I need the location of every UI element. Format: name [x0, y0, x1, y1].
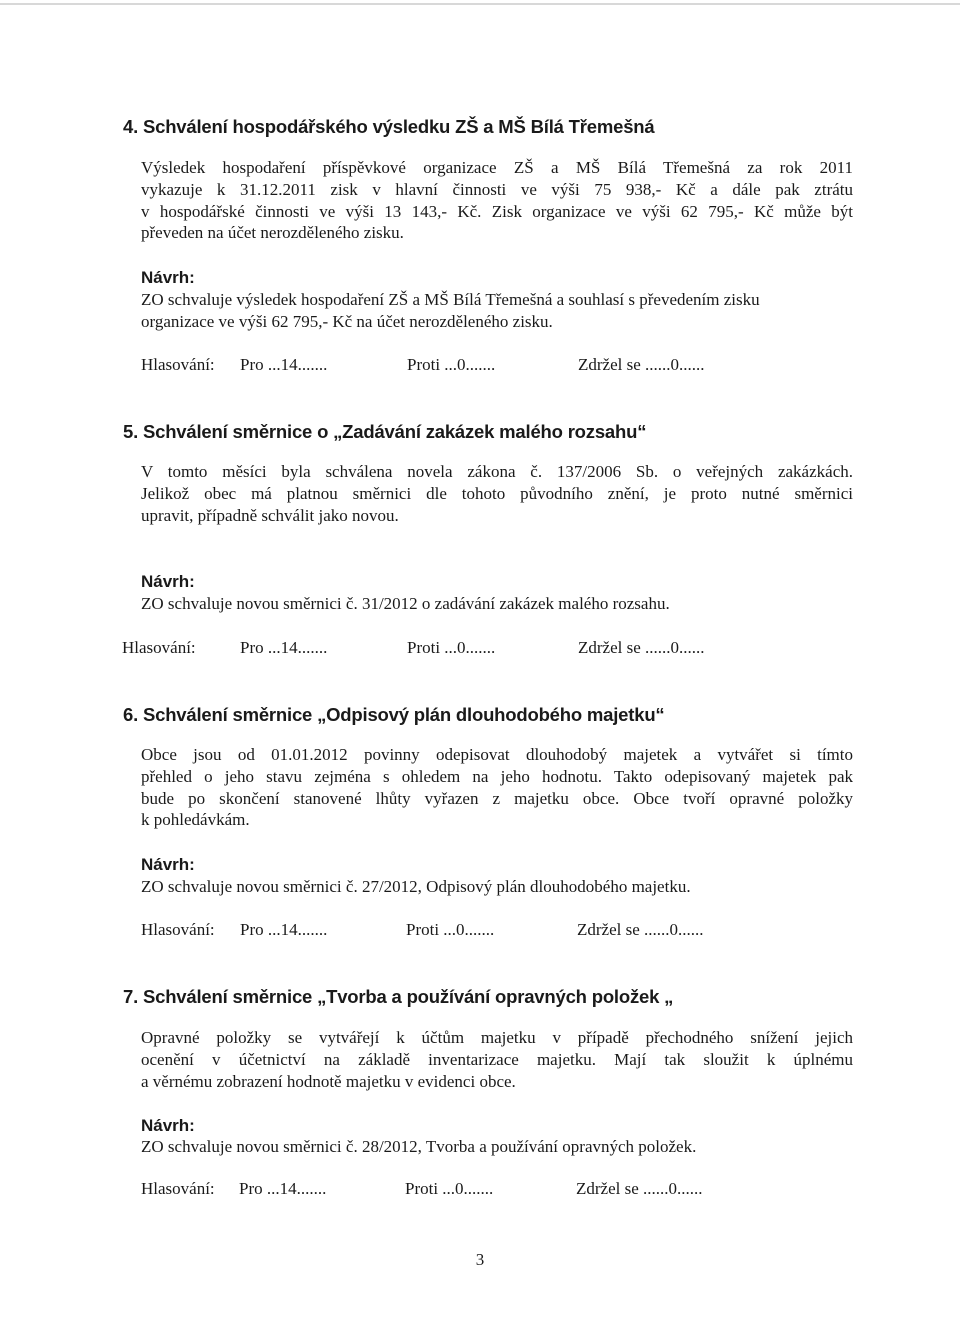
body-line: upravit, případně schválit jako novou.	[141, 505, 399, 525]
page-number: 3	[475, 1250, 485, 1269]
body-line: V tomto měsíci byla schválena novela zákona č. 137/2006 Sb. o veřejných zakázkách.	[141, 462, 853, 481]
proposal-label: Návrh:	[141, 1116, 195, 1135]
body-line: Výsledek hospodaření příspěvkové organizace ZŠ a MŠ Bílá Třemešná za rok 2011	[141, 158, 853, 177]
vote-pro: Pro ...14.......	[239, 1179, 327, 1198]
vote-label: Hlasování:	[141, 920, 215, 939]
section-heading: 7. Schválení směrnice „Tvorba a používání opravných položek „	[123, 986, 674, 1007]
proposal-label: Návrh:	[141, 268, 195, 287]
vote-proti: Proti ...0.......	[406, 920, 495, 939]
proposal-text: ZO schvaluje novou směrnici č. 28/2012, Tvorba a používání opravných položek.	[141, 1137, 697, 1156]
body-line: Opravné položky se vytvářejí k účtům majetku v případě přechodného snížení jejich	[141, 1028, 853, 1047]
vote-label: Hlasování:	[122, 638, 196, 657]
body-line: přehled o jeho stavu zejména s ohledem na jeho hodnotu. Takto odepisovaný majetek pak	[141, 766, 853, 786]
vote-abstained: Zdržel se ......0......	[578, 355, 705, 374]
body-line: Obce jsou od 01.01.2012 povinny odepisovat dlouhodobý majetek a vytvářet si tímto	[141, 745, 853, 764]
body-line: v hospodářské činnosti ve výši 13 143,- Kč. Zisk organizace ve výši 62 795,- Kč může být	[141, 201, 853, 221]
body-line: vykazuje k 31.12.2011 zisk v hlavní činnosti ve výši 75 938,- Kč a dále pak ztrátu	[141, 179, 853, 199]
proposal-text	[141, 289, 861, 333]
section-heading: 4. Schválení hospodářského výsledku ZŠ a MŠ Bílá Třemešná	[123, 116, 655, 137]
vote-abstained: Zdržel se ......0......	[577, 920, 704, 939]
proposal-label: Návrh:	[141, 855, 195, 874]
vote-abstained: Zdržel se ......0......	[578, 638, 705, 657]
section-body	[141, 744, 853, 831]
body-line: ocenění v účetnictví na základě inventarizace majetku. Mají tak sloužit k úplnému	[141, 1049, 853, 1069]
body-line: převeden na účet nerozděleného zisku.	[141, 223, 404, 243]
proposal-text: ZO schvaluje novou směrnici č. 27/2012, Odpisový plán dlouhodobého majetku.	[141, 877, 691, 896]
vote-label: Hlasování:	[141, 1179, 215, 1198]
vote-proti: Proti ...0.......	[407, 638, 496, 657]
section-heading: 5. Schválení směrnice o „Zadávání zakázek malého rozsahu“	[123, 421, 647, 442]
proposal-text: ZO schvaluje novou směrnici č. 31/2012 o zadávání zakázek malého rozsahu.	[141, 594, 670, 613]
section-body	[141, 157, 853, 244]
vote-proti: Proti ...0.......	[407, 355, 496, 374]
body-line: a věrnému zobrazení hodnotě majetku v evidenci obce.	[141, 1071, 516, 1091]
vote-abstained: Zdržel se ......0......	[576, 1179, 703, 1198]
body-line: k pohledávkám.	[141, 810, 250, 830]
proposal-line: ZO schvaluje výsledek hospodaření ZŠ a MŠ Bílá Třemešná a souhlasí s převedením zisku	[141, 290, 760, 309]
proposal-line: organizace ve výši 62 795,- Kč na účet nerozděleného zisku.	[141, 311, 553, 331]
vote-pro: Pro ...14.......	[240, 355, 328, 374]
vote-pro: Pro ...14.......	[240, 638, 328, 657]
body-line: bude po skončení stanovené lhůty vyřazen z majetku obce. Obce tvoří opravné položky	[141, 788, 853, 808]
section-body	[141, 461, 853, 526]
proposal-label: Návrh:	[141, 572, 195, 591]
section-body	[141, 1027, 853, 1092]
vote-proti: Proti ...0.......	[405, 1179, 494, 1198]
body-line: Jelikož obec má platnou směrnici dle tohoto původního znění, je proto nutné směrnici	[141, 483, 853, 503]
section-heading: 6. Schválení směrnice „Odpisový plán dlouhodobého majetku“	[123, 704, 665, 725]
vote-label: Hlasování:	[141, 355, 215, 374]
vote-pro: Pro ...14.......	[240, 920, 328, 939]
scan-edge-line	[0, 3, 960, 5]
